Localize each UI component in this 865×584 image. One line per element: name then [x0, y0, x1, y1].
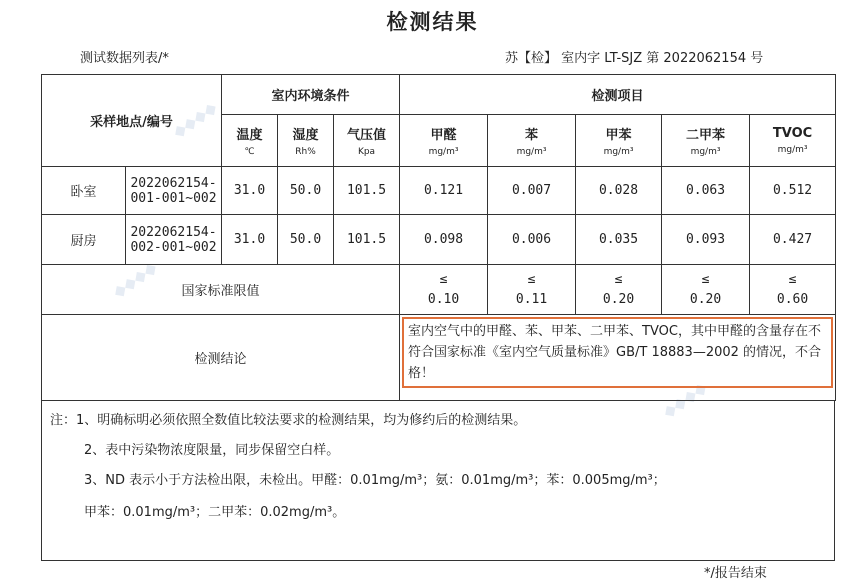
cell-value: 50.0: [278, 215, 334, 265]
cell-value: 0.121: [400, 167, 488, 215]
item-header-formaldehyde: 甲醛 mg/m³: [400, 115, 488, 167]
report-number: 苏【检】 室内字 LT-SJZ 第 2022062154 号: [505, 51, 764, 66]
cell-value: 31.0: [222, 215, 278, 265]
cell-value: 101.5: [334, 167, 400, 215]
limits-row: [42, 265, 836, 315]
limit-cell: ≤ 0.60: [750, 265, 836, 315]
report-end-mark: */报告结束: [704, 566, 767, 581]
item-header-xylene: 二甲苯 mg/m³: [662, 115, 750, 167]
conclusion-cell: [400, 315, 836, 401]
page-title: 检测结果: [386, 10, 479, 34]
cell-value: 0.035: [576, 215, 662, 265]
note-2: 2、表中污染物浓度限量，同步保留空白样。: [84, 443, 340, 458]
item-header-benzene: 苯 mg/m³: [488, 115, 576, 167]
watermark: ◆◆◆◆: [659, 377, 711, 422]
item-header-tvoc: TVOC mg/m³: [750, 115, 836, 167]
cell-value: 50.0: [278, 167, 334, 215]
cell-value: 0.028: [576, 167, 662, 215]
env-group-header: 室内环境条件: [222, 75, 400, 115]
row-code: 2022062154- 001-001~002: [126, 167, 222, 215]
table-row: [42, 167, 836, 215]
limit-cell: ≤ 0.10: [400, 265, 488, 315]
env-header-temp: 温度 ℃: [222, 115, 278, 167]
env-header-humidity: 湿度 Rh%: [278, 115, 334, 167]
cell-value: 0.006: [488, 215, 576, 265]
table-row: [42, 215, 836, 265]
limit-cell: ≤ 0.20: [576, 265, 662, 315]
cell-value: 0.063: [662, 167, 750, 215]
conclusion-row: [42, 315, 836, 401]
limit-cell: ≤ 0.20: [662, 265, 750, 315]
items-group-header: 检测项目: [400, 75, 836, 115]
cell-value: 0.427: [750, 215, 836, 265]
conclusion-label: 检测结论: [42, 315, 400, 401]
note-3: 3、ND 表示小于方法检出限，未检出。甲醛：0.01mg/m³；氨：0.01mg/m³；苯：0.005mg/m³；: [84, 473, 666, 488]
limits-label: 国家标准限值: [42, 265, 400, 315]
cell-value: 31.0: [222, 167, 278, 215]
row-code: 2022062154- 002-001~002: [126, 215, 222, 265]
env-header-pressure: 气压值 Kpa: [334, 115, 400, 167]
notes-box: [41, 401, 835, 561]
item-header-toluene: 甲苯 mg/m³: [576, 115, 662, 167]
row-location: 卧室: [42, 167, 126, 215]
cell-value: 0.098: [400, 215, 488, 265]
cell-value: 0.007: [488, 167, 576, 215]
conclusion-text: 室内空气中的甲醛、苯、甲苯、二甲苯、TVOC，其中甲醛的含量存在不符合国家标准《室内空气质量标准》GB/T 18883—2002 的情况，不合格！: [402, 317, 833, 388]
cell-value: 101.5: [334, 215, 400, 265]
note-4: 甲苯：0.01mg/m³；二甲苯：0.02mg/m³。: [84, 505, 346, 520]
watermark: ◆◆◆◆: [169, 97, 221, 142]
subtitle-left: 测试数据列表/*: [80, 51, 169, 66]
watermark: ◆◆◆◆: [109, 257, 161, 302]
cell-value: 0.093: [662, 215, 750, 265]
row-location: 厨房: [42, 215, 126, 265]
limit-cell: ≤ 0.11: [488, 265, 576, 315]
location-header: 采样地点/编号: [42, 75, 222, 167]
results-table: [41, 74, 836, 401]
cell-value: 0.512: [750, 167, 836, 215]
note-1: 注：1、明确标明必须依照全数值比较法要求的检测结果，均为修约后的检测结果。: [50, 413, 527, 428]
